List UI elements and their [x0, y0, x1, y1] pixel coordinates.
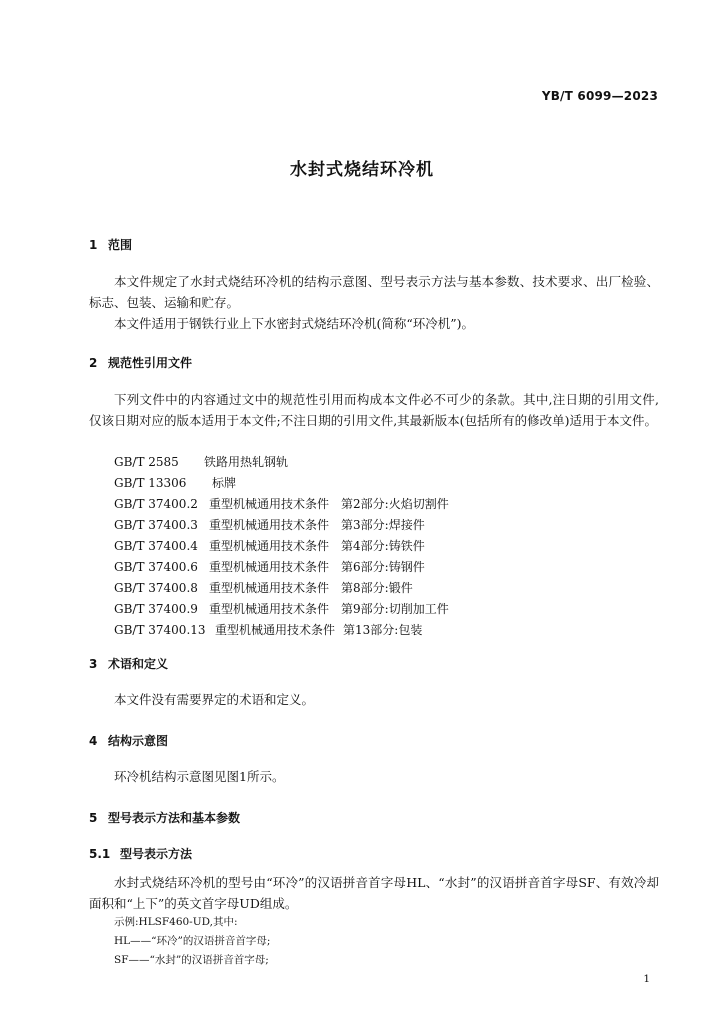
reference-item: [114, 515, 449, 536]
reference-part: 第6部分:铸钢件: [341, 560, 425, 574]
section-3-paragraph: 本文件没有需要界定的术语和定义。: [114, 692, 315, 707]
reference-part: 第9部分:切削加工件: [341, 602, 449, 616]
reference-item: [114, 494, 449, 515]
reference-part: 第13部分:包装: [343, 623, 423, 637]
section-title: 术语和定义: [108, 657, 169, 671]
reference-code: GB/T 37400.2: [114, 497, 198, 511]
reference-name: 重型机械通用技术条件: [209, 518, 330, 532]
section-1-paragraph-1: 本文件规定了水封式烧结环冷机的结构示意图、型号表示方法与基本参数、技术要求、出厂检验、标志、包装、运输和贮存。: [89, 274, 659, 310]
reference-name: 标牌: [212, 476, 237, 490]
reference-item: [114, 620, 449, 641]
reference-code: GB/T 37400.8: [114, 581, 198, 595]
reference-name: 重型机械通用技术条件: [209, 497, 330, 511]
reference-part: 第8部分:锻件: [341, 581, 413, 595]
reference-code: GB/T 37400.9: [114, 602, 198, 616]
section-3-heading: [89, 655, 168, 672]
section-title: 型号表示方法: [120, 847, 193, 861]
model-example: [114, 913, 270, 970]
example-line: SF——“水封”的汉语拼音首字母;: [114, 954, 269, 966]
section-4-paragraph: 环冷机结构示意图见图1所示。: [114, 769, 285, 784]
document-title: 水封式烧结环冷机: [290, 160, 434, 180]
reference-item: [114, 536, 449, 557]
page-number: 1: [643, 973, 650, 985]
reference-item: [114, 452, 449, 473]
section-4-heading: [89, 732, 168, 749]
reference-code: GB/T 37400.3: [114, 518, 198, 532]
reference-code: GB/T 13306: [114, 476, 187, 490]
reference-code: GB/T 37400.6: [114, 560, 198, 574]
reference-name: 重型机械通用技术条件: [209, 560, 330, 574]
section-number: 5.1: [89, 847, 111, 861]
reference-item: [114, 473, 449, 494]
normative-reference-list: [114, 452, 449, 641]
section-5-1-paragraph: 水封式烧结环冷机的型号由“环冷”的汉语拼音首字母HL、“水封”的汉语拼音首字母SF、有效冷却面积和“上下”的英文首字母UD组成。: [89, 875, 659, 911]
reference-code: GB/T 37400.4: [114, 539, 198, 553]
reference-part: 第2部分:火焰切割件: [341, 497, 449, 511]
reference-code: GB/T 2585: [114, 455, 179, 469]
reference-name: 铁路用热轧钢轨: [204, 455, 289, 469]
section-1-heading: [89, 236, 132, 253]
section-title: 规范性引用文件: [108, 356, 193, 370]
reference-name: 重型机械通用技术条件: [209, 581, 330, 595]
standard-code: YB/T 6099—2023: [541, 89, 658, 103]
section-2-heading: [89, 354, 192, 371]
reference-part: 第4部分:铸铁件: [341, 539, 425, 553]
example-line: 示例:HLSF460-UD,其中:: [114, 916, 238, 928]
reference-item: [114, 599, 449, 620]
reference-item: [114, 557, 449, 578]
section-number: 3: [89, 657, 98, 671]
section-number: 4: [89, 734, 98, 748]
reference-name: 重型机械通用技术条件: [209, 602, 330, 616]
example-line: HL——“环冷”的汉语拼音首字母;: [114, 935, 271, 947]
section-number: 5: [89, 811, 98, 825]
section-title: 范围: [108, 238, 133, 252]
section-1-paragraph-2: 本文件适用于钢铁行业上下水密封式烧结环冷机(简称“环冷机”)。: [114, 316, 475, 331]
reference-name: 重型机械通用技术条件: [215, 623, 336, 637]
section-title: 结构示意图: [108, 734, 169, 748]
reference-name: 重型机械通用技术条件: [209, 539, 330, 553]
section-5-1-heading: [89, 845, 192, 862]
section-5-heading: [89, 809, 240, 826]
reference-part: 第3部分:焊接件: [341, 518, 425, 532]
section-number: 2: [89, 356, 98, 370]
reference-item: [114, 578, 449, 599]
reference-code: GB/T 37400.13: [114, 623, 206, 637]
section-2-intro: 下列文件中的内容通过文中的规范性引用而构成本文件必不可少的条款。其中,注日期的引用文件,仅该日期对应的版本适用于本文件;不注日期的引用文件,其最新版本(包括所有的修改单)适用于本文件。: [89, 392, 659, 428]
section-title: 型号表示方法和基本参数: [108, 811, 241, 825]
section-number: 1: [89, 238, 98, 252]
